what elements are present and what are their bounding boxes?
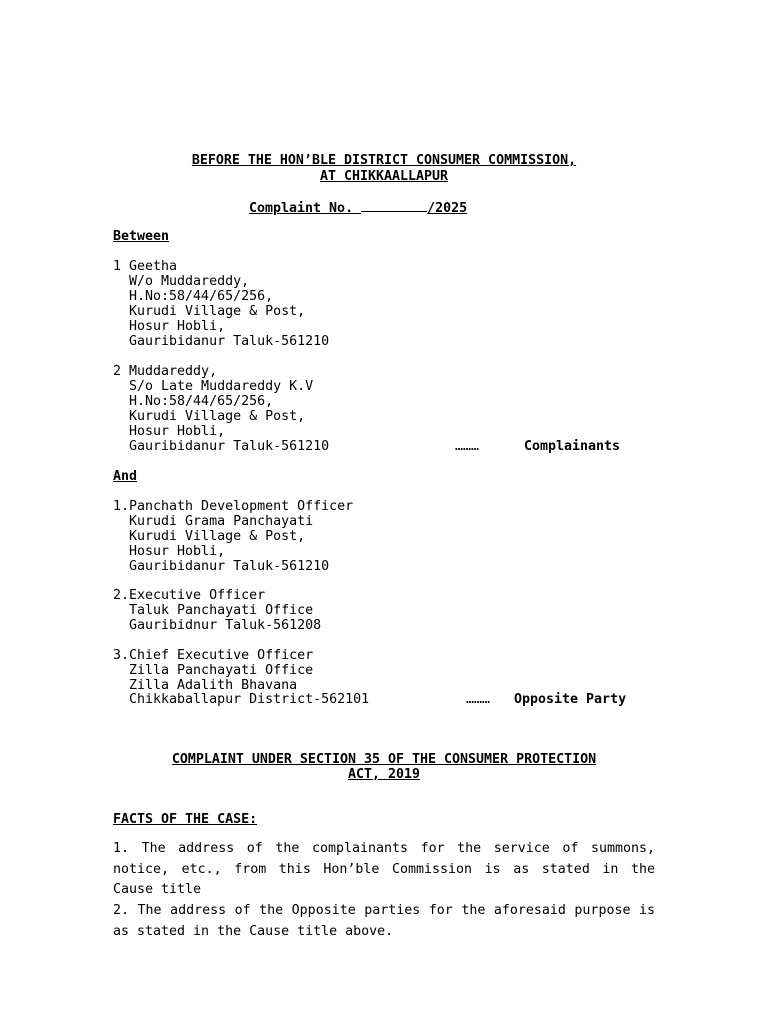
complaint-number-prefix: Complaint No. <box>249 201 354 216</box>
complainant-2-line: Gauribidanur Taluk-561210 <box>113 439 330 454</box>
and-label: And <box>113 469 138 484</box>
complainant-2-line: H.No:58/44/65/256, <box>113 394 274 409</box>
opposite-party-1-line: Kurudi Village & Post, <box>113 529 306 544</box>
opposite-party-dots: ……… <box>466 692 491 707</box>
complainant-1-line: Gauribidanur Taluk-561210 <box>113 334 330 349</box>
complainant-1-line: 1 Geetha <box>113 259 178 274</box>
opposite-party-3-line: Chikkaballapur District-562101 <box>113 692 370 707</box>
complainant-2-line: Hosur Hobli, <box>113 424 226 439</box>
opposite-party-1-line: Hosur Hobli, <box>113 544 226 559</box>
complaint-number-year: /2025 <box>427 201 468 216</box>
complainant-2-line: Kurudi Village & Post, <box>113 409 306 424</box>
court-heading-line1: BEFORE THE HON’BLE DISTRICT CONSUMER COMMISSION, <box>191 153 577 168</box>
complaint-number-blank <box>353 201 427 216</box>
opposite-party-3-line: 3.Chief Executive Officer <box>113 648 314 663</box>
opposite-party-2-line: 2.Executive Officer <box>113 588 266 603</box>
opposite-party-1-line: Kurudi Grama Panchayati <box>113 514 314 529</box>
complaint-number <box>249 199 467 216</box>
complainant-1-line: H.No:58/44/65/256, <box>113 289 274 304</box>
complaint-title-line2: ACT, 2019 <box>347 767 421 782</box>
complainant-1-line: Hosur Hobli, <box>113 319 226 334</box>
facts-paragraph-1: 1. The address of the complainants for the service of summons, notice, etc., from this Hon’ble Commission is as stated in the Cause title <box>113 841 655 898</box>
complainant-1-line: Kurudi Village & Post, <box>113 304 306 319</box>
opposite-party-3-line: Zilla Panchayati Office <box>113 663 314 678</box>
opposite-party-3-line: Zilla Adalith Bhavana <box>113 678 298 693</box>
complainant-2-line: S/o Late Muddareddy K.V <box>113 379 314 394</box>
complainant-1-line: W/o Muddareddy, <box>113 274 250 289</box>
opposite-party-2-line: Gauribidnur Taluk-561208 <box>113 618 322 633</box>
facts-heading: FACTS OF THE CASE: <box>113 812 258 827</box>
complainants-role-label: Complainants <box>524 439 621 454</box>
opposite-party-role-label: Opposite Party <box>514 692 627 707</box>
between-label: Between <box>113 229 170 244</box>
opposite-party-1-line: 1.Panchath Development Officer <box>113 499 354 514</box>
facts-paragraph-2: 2. The address of the Opposite parties for the aforesaid purpose is as stated in the Cause title above. <box>113 903 655 939</box>
complainant-2-line: 2 Muddareddy, <box>113 364 218 379</box>
opposite-party-2-line: Taluk Panchayati Office <box>113 603 314 618</box>
court-heading-line2: AT CHIKKAALLAPUR <box>319 169 449 184</box>
complaint-title-line1: COMPLAINT UNDER SECTION 35 OF THE CONSUMER PROTECTION <box>171 752 597 767</box>
opposite-party-1-line: Gauribidanur Taluk-561210 <box>113 559 330 574</box>
complainants-dots: ……… <box>455 439 480 454</box>
